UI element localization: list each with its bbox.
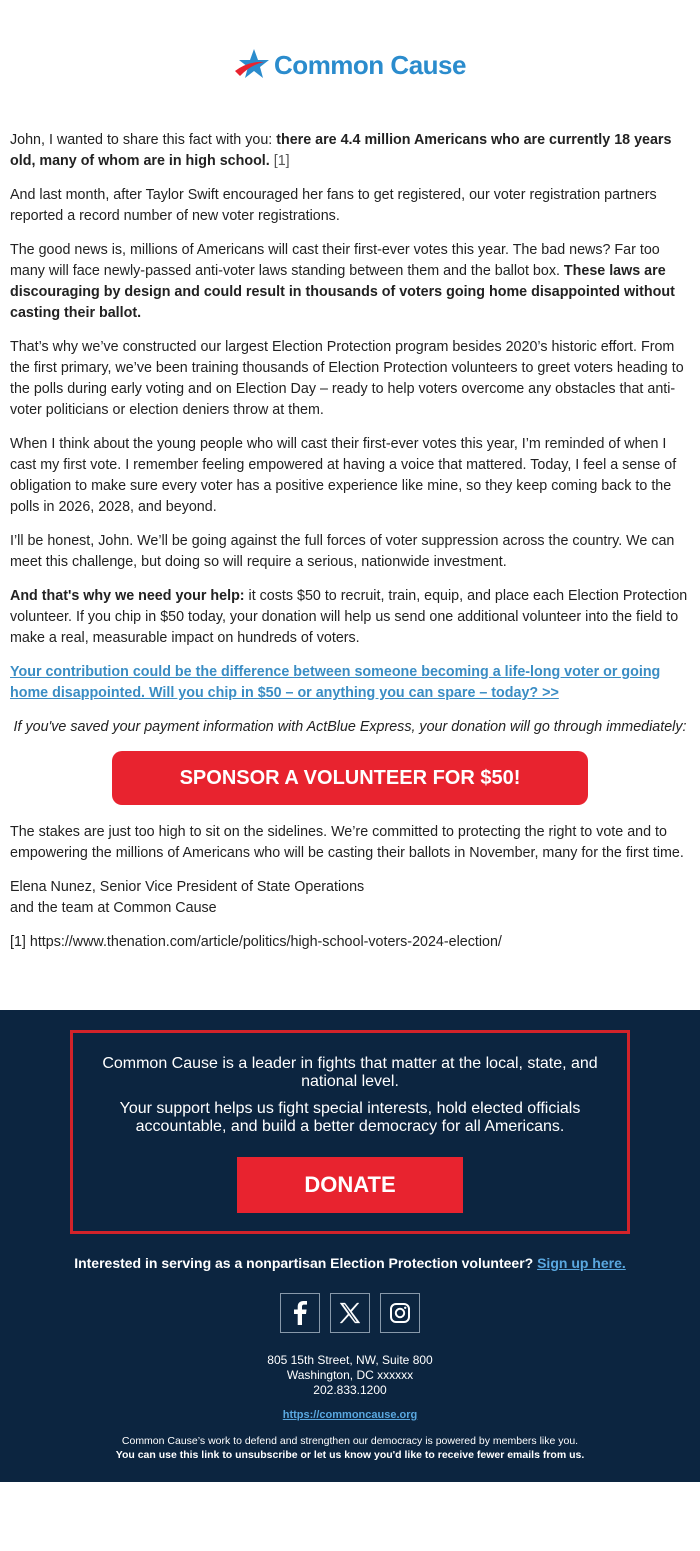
actblue-note: If you've saved your payment information with ActBlue Express, your donation will go through immediately: — [13, 719, 687, 735]
logo-text: Common Cause — [274, 49, 466, 80]
footnote: [1] https://www.thenation.com/article/politics/high-school-voters-2024-election/ — [10, 934, 502, 950]
paragraph-2: And last month, after Taylor Swift encouraged her fans to get registered, our voter registration partners reported a record number of new voter registrations. — [10, 187, 657, 224]
email-body — [0, 130, 700, 953]
fine-print: Common Cause’s work to defend and strengthen our democracy is powered by members like you. You can use this link to unsubscribe or let us know you'd like to receive fewer emails from us. — [0, 1434, 700, 1462]
sign-up-link[interactable]: Sign up here. — [537, 1255, 626, 1271]
website-link[interactable]: https://commoncause.org — [282, 1409, 418, 1421]
instagram-icon[interactable] — [380, 1293, 420, 1333]
unsubscribe-text[interactable]: You can use this link to unsubscribe or let us know you'd like to receive fewer emails from us. — [115, 1449, 585, 1461]
paragraph-7: And that's why we need your help: it costs $50 to recruit, train, equip, and place each Election Protection volunteer. If you chip in $50 today, your donation will help us send one additional volunteer into the field to make a real, measurable impact on hundreds of voters. — [10, 588, 688, 646]
sponsor-volunteer-button[interactable]: SPONSOR A VOLUNTEER FOR $50! — [112, 751, 588, 805]
volunteer-signup: Interested in serving as a nonpartisan Election Protection volunteer? Sign up here. — [74, 1255, 626, 1271]
facebook-icon[interactable] — [280, 1293, 320, 1333]
x-icon[interactable] — [330, 1293, 370, 1333]
paragraph-1: John, I wanted to share this fact with you: there are 4.4 million Americans who are currently 18 years old, many of whom are in high school. [1] — [10, 132, 672, 169]
paragraph-8: The stakes are just too high to sit on the sidelines. We’re committed to protecting the right to vote and to empowering the millions of Americans who will be casting their ballots in November, many for the first time. — [10, 824, 684, 861]
phone-number: 202.833.1200 — [313, 1383, 387, 1397]
header — [0, 0, 700, 130]
star-icon — [234, 49, 270, 81]
donate-button[interactable]: DONATE — [237, 1157, 463, 1213]
signature: Elena Nunez, Senior Vice President of State Operations and the team at Common Cause — [10, 879, 365, 916]
footer — [0, 1010, 700, 1482]
mailing-address: 805 15th Street, NW, Suite 800 Washington, DC xxxxxx 202.833.1200 — [0, 1353, 700, 1398]
paragraph-6: I’ll be honest, John. We’ll be going against the full forces of voter suppression across the country. We can meet this challenge, but doing so will require a serious, nationwide investment. — [10, 533, 675, 570]
logo[interactable] — [234, 49, 466, 81]
paragraph-5: When I think about the young people who will cast their first-ever votes this year, I’m reminded of when I cast my first vote. I remember feeling empowered at having a voice that mattered. Today, I feel a sense of obligation to make sure every voter has a positive experience like mine, so they keep coming back to the polls in 2026, 2028, and beyond. — [10, 436, 677, 515]
footer-box-line-2: Your support helps us fight special interests, hold elected officials accountable, and build a better democracy for all Americans. — [119, 1100, 581, 1135]
paragraph-3: The good news is, millions of Americans will cast their first-ever votes this year. The bad news? Far too many will face newly-passed anti-voter laws standing between them and the ballot box. These laws are discouraging by design and could result in thousands of voters going home disappointed without casting their ballot. — [10, 242, 675, 321]
donate-box — [70, 1030, 630, 1234]
paragraph-4: That’s why we’ve constructed our largest Election Protection program besides 2020’s historic effort. From the first primary, we’ve been training thousands of Election Protection volunteers to greet voters heading to the polls during early voting and on Election Day – ready to help voters overcome any obstacles that anti-voter politicians or election deniers throw at them. — [10, 339, 684, 418]
social-links — [0, 1293, 700, 1333]
footer-box-line-1: Common Cause is a leader in fights that matter at the local, state, and national level. — [102, 1055, 598, 1090]
website — [0, 1409, 700, 1421]
donate-cta-link[interactable]: Your contribution could be the difference between someone becoming a life-long voter or going home disappointed. Will you chip in $50 – or anything you can spare – today? >> — [10, 664, 661, 701]
